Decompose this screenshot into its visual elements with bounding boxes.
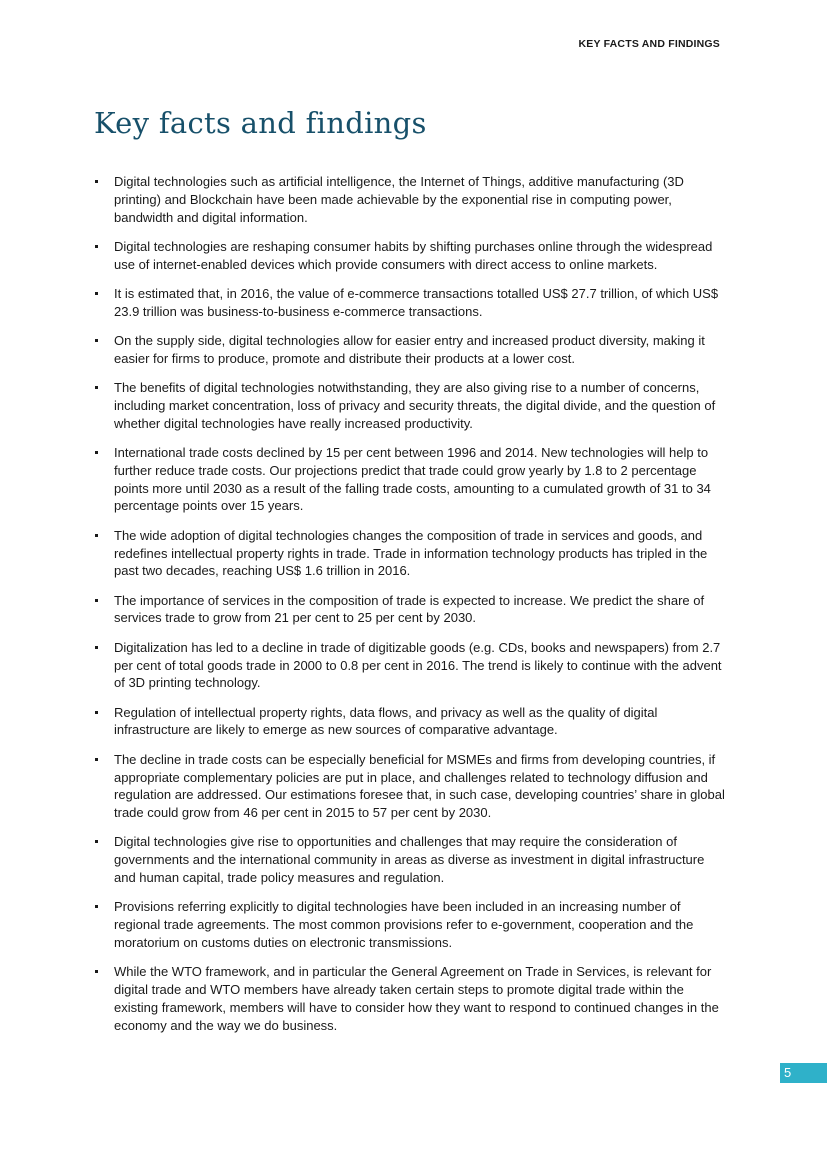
bullet-icon <box>95 970 98 973</box>
bullet-icon <box>95 180 98 183</box>
finding-item <box>94 639 729 692</box>
page-number-tab <box>780 1063 827 1083</box>
finding-item <box>94 898 729 951</box>
finding-item <box>94 238 729 274</box>
finding-text: The decline in trade costs can be especially beneficial for MSMEs and firms from developing countries, if appropriate complementary policies are put in place, and challenges related to technology diffusion and regulation are addressed. Our estimations foresee that, in such case, developing countries’ share in global trade could grow from 46 per cent in 2015 to 57 per cent by 2030. <box>114 751 725 821</box>
page-number: 5 <box>784 1065 792 1080</box>
finding-item <box>94 751 729 822</box>
finding-item <box>94 285 729 321</box>
finding-item <box>94 332 729 368</box>
finding-item <box>94 444 729 515</box>
finding-item <box>94 379 729 432</box>
finding-item <box>94 173 729 226</box>
bullet-icon <box>95 840 98 843</box>
finding-item <box>94 527 729 580</box>
page-title: Key facts and findings <box>94 106 427 140</box>
bullet-icon <box>95 758 98 761</box>
finding-text: It is estimated that, in 2016, the value of e-commerce transactions totalled US$ 27.7 trillion, of which US$ 23.9 trillion was business-to-business e-commerce transactions. <box>114 285 719 319</box>
finding-text: Digital technologies are reshaping consumer habits by shifting purchases online through the widespread use of internet-enabled devices which provide consumers with direct access to online markets. <box>114 238 713 272</box>
finding-item <box>94 833 729 886</box>
finding-text: Regulation of intellectual property rights, data flows, and privacy as well as the quality of digital infrastructure are likely to emerge as new sources of comparative advantage. <box>114 704 658 738</box>
finding-item <box>94 592 729 628</box>
finding-text: Provisions referring explicitly to digital technologies have been included in an increasing number of regional trade agreements. The most common provisions refer to e-government, cooperation and the moratorium on customs duties on electronic transmissions. <box>114 899 694 950</box>
bullet-icon <box>95 451 98 454</box>
bullet-icon <box>95 534 98 537</box>
bullet-icon <box>95 339 98 342</box>
bullet-icon <box>95 711 98 714</box>
finding-text: International trade costs declined by 15 per cent between 1996 and 2014. New technologies will help to further reduce trade costs. Our projections predict that trade could grow yearly by 1.8 to 2 percentage points more until 2030 as a result of the falling trade costs, amounting to a cumulated growth of 31 to 34 percentage points over 15 years. <box>114 445 711 514</box>
finding-text: Digital technologies give rise to opportunities and challenges that may require the consideration of governments and the international community in areas as diverse as investment in digital infrastructure and human capital, trade policy measures and regulation. <box>114 834 705 885</box>
bullet-icon <box>95 386 98 389</box>
finding-text: The benefits of digital technologies notwithstanding, they are also giving rise to a number of concerns, including market concentration, loss of privacy and security threats, the digital divide, and the question of whether digital technologies have really increased productivity. <box>114 380 716 431</box>
finding-text: On the supply side, digital technologies allow for easier entry and increased product diversity, making it easier for firms to produce, promote and distribute their products at a lower cost. <box>114 333 705 366</box>
finding-text: The importance of services in the composition of trade is expected to increase. We predict the share of services trade to grow from 21 per cent to 25 per cent by 2030. <box>114 592 705 626</box>
finding-item <box>94 963 729 1034</box>
running-header: KEY FACTS AND FINDINGS <box>578 38 720 50</box>
finding-text: Digital technologies such as artificial intelligence, the Internet of Things, additive manufacturing (3D printing) and Blockchain have been made achievable by the exponential rise in computing power, bandwidth and digital information. <box>114 174 684 225</box>
finding-text: Digitalization has led to a decline in trade of digitizable goods (e.g. CDs, books and newspapers) from 2.7 per cent of total goods trade in 2000 to 0.8 per cent in 2016. The trend is likely to continue with the advent of 3D printing technology. <box>114 639 722 691</box>
findings-list <box>94 173 729 1046</box>
finding-text: The wide adoption of digital technologies changes the composition of trade in services and goods, and redefines intellectual property rights in trade. Trade in information technology products has tripled in the past two decades, reaching US$ 1.6 trillion in 2016. <box>114 527 708 579</box>
finding-text: While the WTO framework, and in particular the General Agreement on Trade in Services, is relevant for digital trade and WTO members have already taken certain steps to promote digital trade within the existing framework, members will have to consider how they want to respond to continued changes in the economy and the way we do business. <box>114 964 719 1033</box>
bullet-icon <box>95 599 98 602</box>
bullet-icon <box>95 292 98 295</box>
bullet-icon <box>95 905 98 908</box>
bullet-icon <box>95 646 98 649</box>
finding-item <box>94 704 729 740</box>
bullet-icon <box>95 245 98 248</box>
